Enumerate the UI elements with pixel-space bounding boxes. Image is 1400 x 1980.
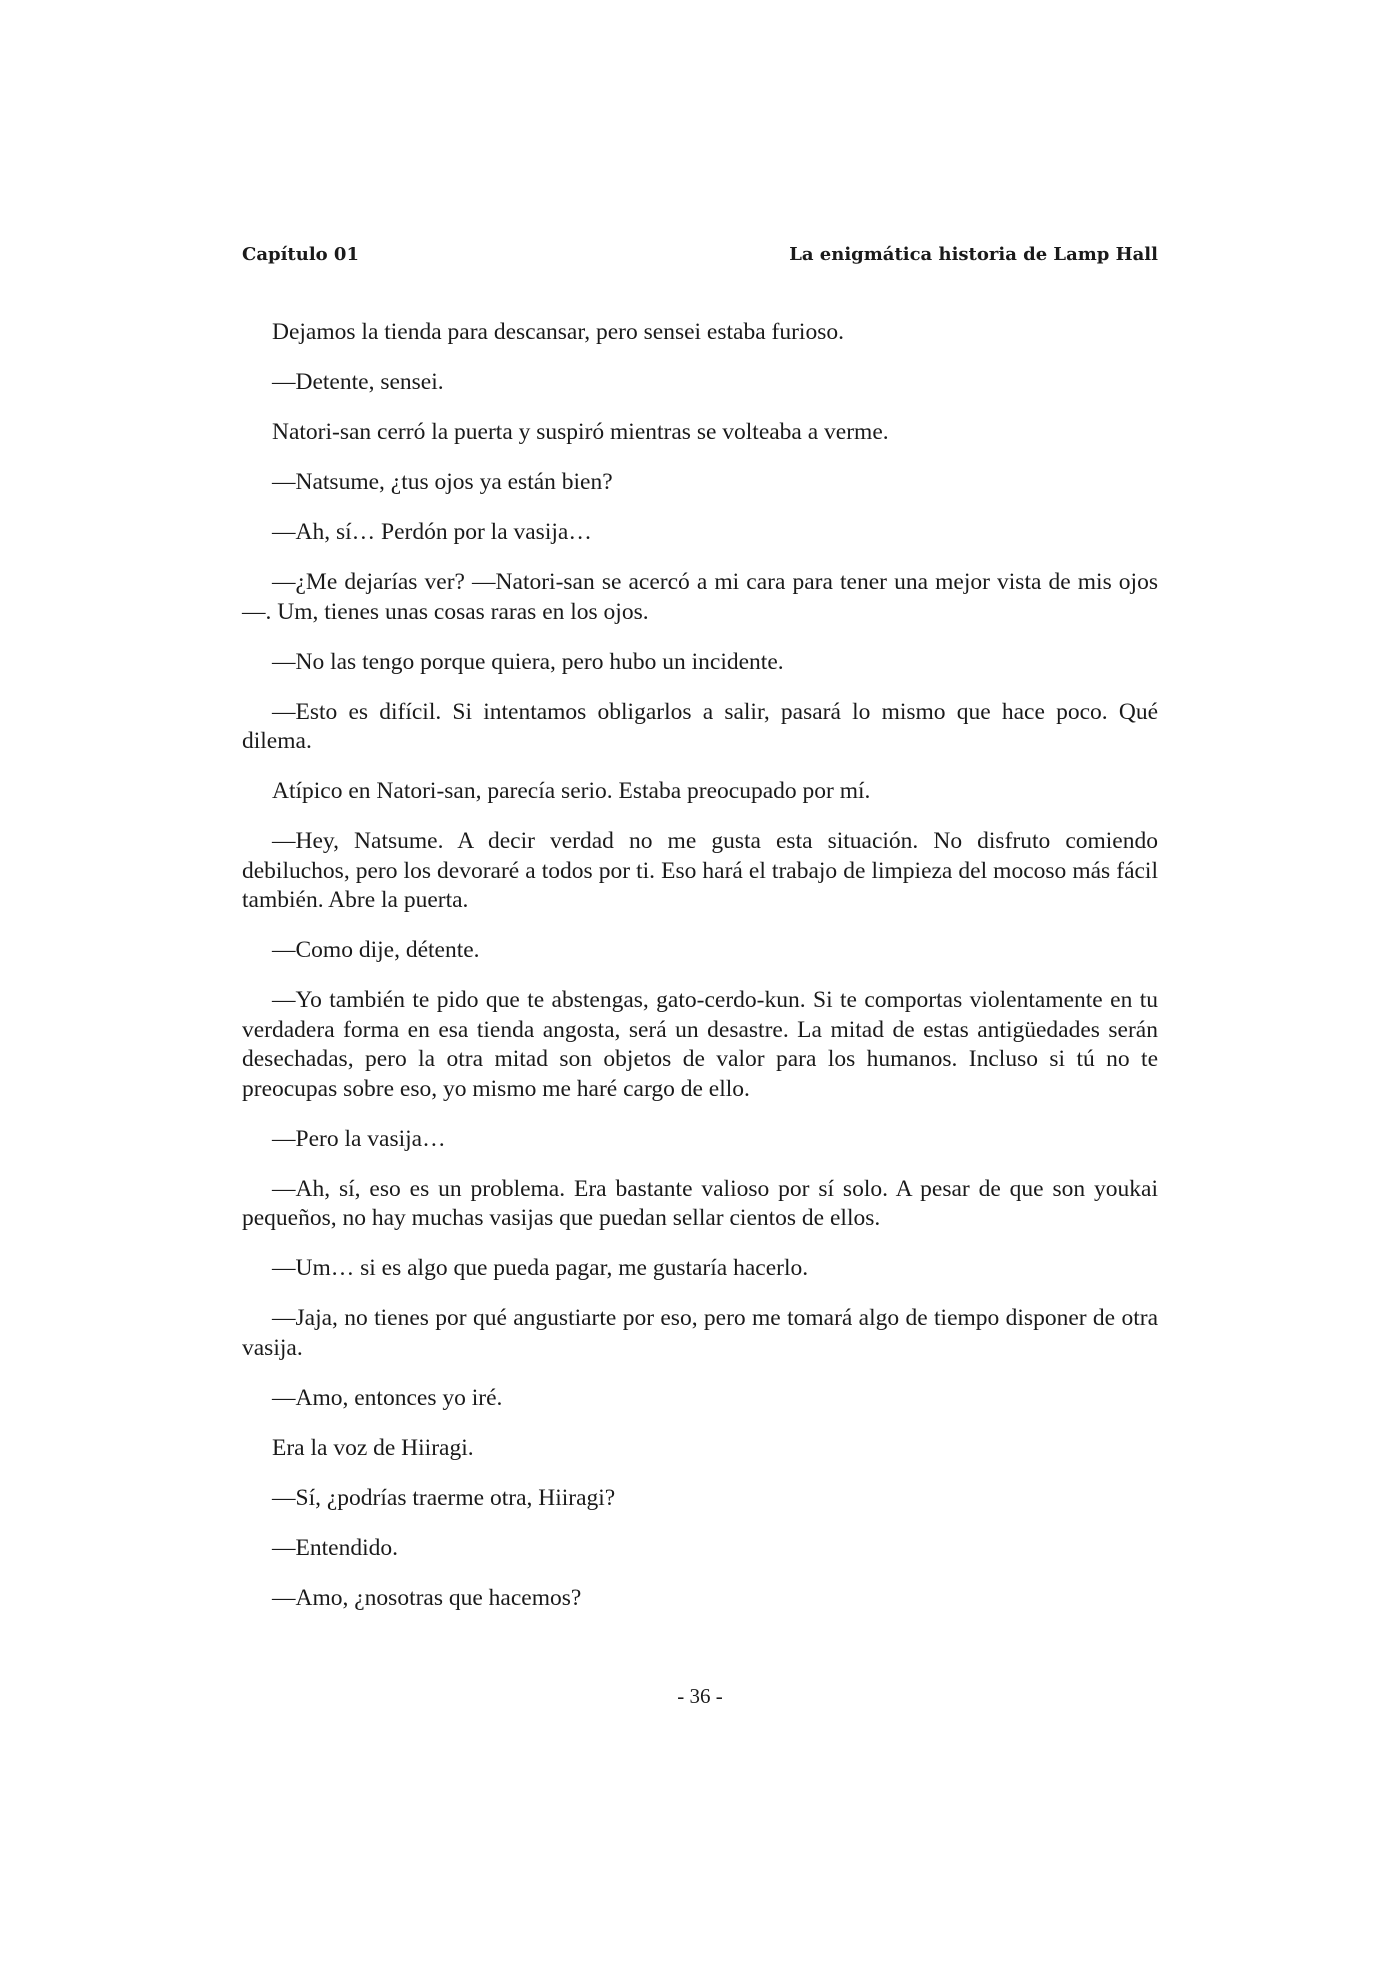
paragraph: —No las tengo porque quiera, pero hubo un incidente. <box>272 648 784 675</box>
paragraph: —Esto es difícil. Si intentamos obligarlos a salir, pasará lo mismo que hace poco. Qué dilema. <box>242 698 1158 754</box>
chapter-label: Capítulo 01 <box>242 244 359 265</box>
paragraph: —Hey, Natsume. A decir verdad no me gusta esta situación. No disfruto comiendo debiluchos, pero los devoraré a todos por ti. Eso hará el trabajo de limpieza del mocoso más fácil también. Abre la puerta. <box>242 828 1158 913</box>
paragraph: Atípico en Natori-san, parecía serio. Estaba preocupado por mí. <box>272 778 871 804</box>
running-header <box>242 244 1158 270</box>
paragraph: —Ah, sí… Perdón por la vasija… <box>272 519 592 545</box>
paragraph: —Ah, sí, eso es un problema. Era bastante valioso por sí solo. A pesar de que son youkai pequeños, no hay muchas vasijas que puedan sellar cientos de ellos. <box>242 1175 1158 1231</box>
paragraph: —Jaja, no tienes por qué angustiarte por eso, pero me tomará algo de tiempo disponer de otra vasija. <box>242 1305 1158 1361</box>
paragraph: —Detente, sensei. <box>272 369 444 395</box>
paragraph: —Natsume, ¿tus ojos ya están bien? <box>272 469 613 495</box>
book-title: La enigmática historia de Lamp Hall <box>789 244 1158 265</box>
paragraph: —Sí, ¿podrías traerme otra, Hiiragi? <box>272 1484 616 1511</box>
paragraph: —Amo, ¿nosotras que hacemos? <box>272 1584 582 1611</box>
paragraph: Dejamos la tienda para descansar, pero sensei estaba furioso. <box>272 319 844 345</box>
page-number: - 36 - <box>677 1684 723 1708</box>
paragraph: —Como dije, détente. <box>272 937 480 963</box>
paragraph: Era la voz de Hiiragi. <box>272 1434 474 1461</box>
paragraph: —Yo también te pido que te abstengas, gato-cerdo-kun. Si te comportas violentamente en tu verdadera forma en esa tienda angosta, será un desastre. La mitad de estas antigüedades serán desechadas, pero la otra mitad son objetos de valor para los humanos. Incluso si tú no te preocupas sobre eso, yo mismo me haré cargo de ello. <box>242 987 1158 1102</box>
paragraph: —Amo, entonces yo iré. <box>272 1384 503 1411</box>
body-text <box>242 318 1158 1634</box>
paragraph: —Um… si es algo que pueda pagar, me gustaría hacerlo. <box>272 1255 809 1281</box>
paragraph: —Pero la vasija… <box>272 1125 446 1152</box>
paragraph: —Entendido. <box>272 1534 398 1561</box>
paragraph: —¿Me dejarías ver? —Natori-san se acercó a mi cara para tener una mejor vista de mis ojos—. Um, tienes unas cosas raras en los ojos. <box>242 569 1158 625</box>
paragraph: Natori-san cerró la puerta y suspiró mientras se volteaba a verme. <box>272 419 889 445</box>
